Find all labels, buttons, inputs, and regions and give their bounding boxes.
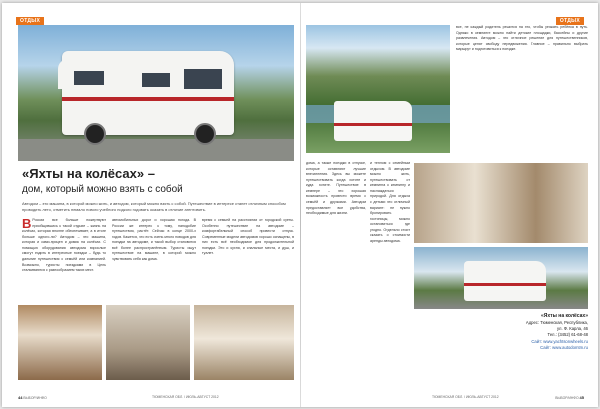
interior-photo-3 — [194, 305, 294, 380]
dropcap: В — [22, 216, 32, 231]
column-text: России все больше пожертвуют приобщившись к такой отдыхе – жизнь на колёсах, которая вполне обеспечивает, а в итоге больше одного-ли? Автодом – это машина, которая и сами-прицеп и домик на колёсах. С помощью оборудования автодома взрослые смогут ездить в интересные поездки – будь то дальние путешествия с семьёй или компанией. Возможно, туристы поездками в Цель сталкиваются с разнообразием таких мест. — [22, 218, 106, 273]
motorhome-photo-2 — [414, 247, 588, 309]
interior-photo-1 — [18, 305, 102, 380]
contact-infobox — [480, 313, 588, 351]
road — [18, 139, 294, 161]
article-column-4: дома, а также поездки в отпуске, которые оставляют лучшие впечатления. Здесь вы можете путешествовать когда хотите и куда хотите. Путешествие в кемпере – это хорошая возможность провести время с семьёй и друзьями. Автодом предоставляет все удобства, необходимые для жизни. — [306, 161, 366, 216]
article-column-5: и теплом с семейным отдыхом. В автодоме можно жить, путешествовать от кемпинга к кемпингу и наслаждаться природой. Для отдыха с детьми это отличный вариант: не нужно бронировать гостиницы, можно остановиться где угодно. Отдельно стоит сказать о стоимости аренды автодома. — [370, 161, 410, 243]
infobox-line: Тел.: (3452) 61-68-48 — [547, 332, 588, 338]
section-tag-right: ОТДЫХ — [556, 17, 584, 25]
footer-issue-left: ТЮМЕНСКАЯ ОБЛ. / ИЮЛЬ-АВГУСТ 2012 — [152, 395, 219, 399]
page-number-left: 44 — [18, 395, 23, 400]
article-column-6: все, не каждый родитель решится на это, чтобы уезжать ребёнка в путь. Однако в кемпинге можно найти детские площадки, бассейны и другие развлечения. Автодом – это отличное решение для путешественников, которые ценят свободу передвижения. Главное – правильно выбрать маршрут и подготовиться к поездке. — [456, 25, 588, 52]
wheel — [194, 123, 216, 145]
wheel — [84, 123, 106, 145]
footer-right — [555, 395, 584, 400]
motorhome-windshield — [184, 69, 222, 89]
footer-left — [18, 395, 47, 400]
page-number-right: 45 — [579, 395, 584, 400]
magazine-name-left: ВЫБОР/ИНФО — [23, 396, 47, 400]
infobox-website[interactable]: Сайт: www.yachtsonwheels.ru — [531, 338, 588, 344]
hero-photo-motorhome — [18, 25, 294, 161]
article-column-2: автомобильных дорог и хорошая погода. В России же интерес к тому, наподобие путешествия, растёт. Сейчас в конце 2000-х годов. Кажется, что есть очень много поводов для поездки на автодоме, и такой выбор становится всё более распространённым. Туристы ищут путешествие на машине, в которой можно чувствовать себя как дома. — [112, 218, 196, 261]
motorhome — [464, 261, 546, 301]
magazine-name-right: ВЫБОР/ИНФО — [555, 396, 579, 400]
motorhome-window — [142, 73, 170, 87]
interior-photo-2 — [106, 305, 190, 380]
infobox-website[interactable]: Сайт: www.autodomtm.ru — [540, 344, 588, 350]
article-lede: Автодом – это машина, в которой можно жить, и автодом, который можно взять с собой. Путешествие в интересе станет отличным способом проводить лето, отметить немало нового учебного подкого годовать оказать в отличие агентовить. — [22, 201, 286, 212]
motorhome-stripe — [62, 97, 234, 101]
footer-issue-right: ТЮМЕНСКАЯ ОБЛ. / ИЮЛЬ-АВГУСТ 2012 — [432, 395, 499, 399]
article-title: «Яхты на колёсах» – — [22, 166, 155, 181]
motorhome-window — [74, 71, 104, 85]
article-subtitle: дом, который можно взять с собой — [22, 184, 183, 195]
interior-photo-4 — [414, 163, 588, 243]
page-fold — [300, 3, 301, 407]
infobox-line: ул. Ф. Карла, 46 — [557, 326, 588, 332]
mountain-lake-photo — [306, 25, 450, 153]
motorhome — [62, 51, 234, 135]
section-tag-left: ОТДЫХ — [16, 17, 44, 25]
magazine-spread — [2, 3, 598, 407]
infobox-title: «Яхты на колёсах» — [541, 313, 588, 319]
article-column-3: время с семьей на расстоянии от городской суеты. Особенно путешествие на автодоме – комфортабельный способ провести отпуск. Современные модели автодомов хорошо оснащены, в них есть всё необходимое для продолжительной поездки. Это и кухня, и спальные места, и душ, и туалет. — [202, 218, 294, 256]
article-column-1 — [22, 218, 106, 274]
infobox-line: Адрес: Тюменская, Республика, — [525, 320, 588, 326]
motorhome-small — [334, 101, 412, 141]
